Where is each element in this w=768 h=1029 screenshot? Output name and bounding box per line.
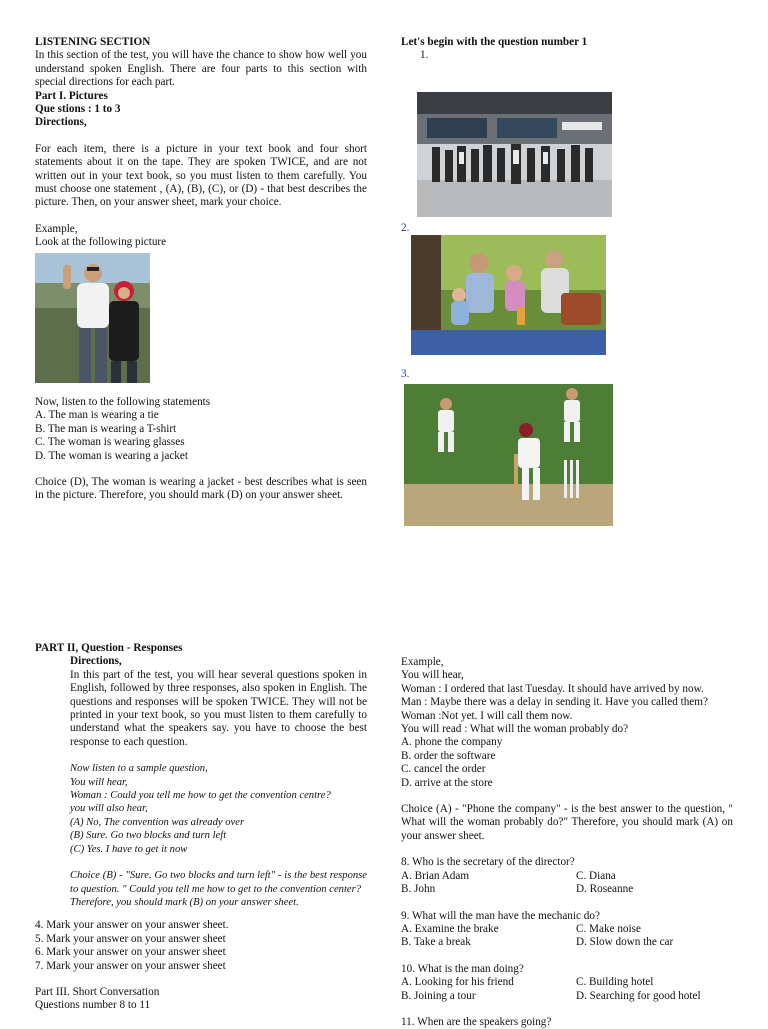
question-9 <box>401 910 733 950</box>
intro-paragraph: In this section of the test, you will have the chance to show how well you understand spoken English. There are four parts to this section with special directions for each part. <box>35 49 367 89</box>
mark-answer-4: 4. Mark your answer on your answer sheet. <box>35 919 229 932</box>
option-b: B. Joining a tour <box>401 989 476 1002</box>
part2-therefore: Therefore, you should mark (B) on your answer sheet. <box>70 896 299 908</box>
example-line: You will read : What will the woman probably do? <box>401 723 629 736</box>
question-8 <box>401 856 733 896</box>
example-line: A. phone the company <box>401 736 503 749</box>
example-line: You will hear, <box>401 669 464 682</box>
statements-block <box>35 396 367 503</box>
part2-title: PART II, Question - Responses <box>35 642 183 654</box>
sample-line: (C) Yes. I have to get it now <box>70 843 188 855</box>
sample-question-block <box>70 762 367 909</box>
part1-body: For each item, there is a picture in your text book and four short statements about it on the tape. They are spoken TWICE, and are not written out in your text book, so you must listen to them carefully. You must choose one statement , (A), (B), (C), or (D) - that best describes the picture. Then, on your answer sheet, mark your choice. <box>35 142 367 209</box>
question-11: 11. When are the speakers going? <box>401 1015 552 1028</box>
listening-intro <box>35 36 367 250</box>
question-10 <box>401 963 733 1003</box>
part2-directions: Directions, <box>70 655 122 668</box>
part3-title: Part III. Short Conversation <box>35 985 160 998</box>
option-b: B. Take a break <box>401 936 471 949</box>
option-c: C. Make noise <box>576 922 641 935</box>
statement-d: D. The woman is wearing a jacket <box>35 449 188 462</box>
part1-questions: Que stions : 1 to 3 <box>35 103 121 116</box>
option-d: D. Roseanne <box>576 883 634 896</box>
question-text: 9. What will the man have the mechanic do? <box>401 909 600 922</box>
example-line: Example, <box>401 656 444 668</box>
part2-body: In this part of the test, you will hear several questions spoken in English, followed by three responses, also spoken in English. The questions and responses will be spoken TWICE. They will not be printed in your text book, so you must listen to them carefully to understand what the speakers say. you have to choose the best response to each question. <box>70 668 367 748</box>
right-header <box>401 36 733 63</box>
question-1-number: 1. <box>420 49 429 62</box>
part2-right-choice: Choice (A) - "Phone the company" - is the best answer to the question, " What will the woman probably do?" Therefore, you should mark (A) on your answer sheet. <box>401 803 733 842</box>
part1-directions: Directions, <box>35 116 87 129</box>
statements-intro: Now, listen to the following statements <box>35 396 211 408</box>
option-c: C. Diana <box>576 869 616 882</box>
sample-line: You will hear, <box>70 776 128 788</box>
example-label: Example, <box>35 222 78 235</box>
question-text: 10. What is the man doing? <box>401 962 524 975</box>
mark-answer-5: 5. Mark your answer on your answer sheet <box>35 932 226 945</box>
option-a: A. Examine the brake <box>401 922 499 935</box>
question-text: 8. Who is the secretary of the director? <box>401 856 575 869</box>
section-heading: LISTENING SECTION <box>35 36 151 48</box>
sample-line: Woman : Could you tell me how to get the convention centre? <box>70 790 331 802</box>
choice-explanation: Choice (D), The woman is wearing a jacket - best describes what is seen in the picture. Therefore, you should mark (D) on your answer sheet. <box>35 476 367 502</box>
begin-label: Let's begin with the question number 1 <box>401 36 588 48</box>
option-a: A. Brian Adam <box>401 869 470 882</box>
option-a: A. Looking for his friend <box>401 976 514 989</box>
part1-title: Part I. Pictures <box>35 89 108 102</box>
example-line: Woman : I ordered that last Tuesday. It should have arrived by now. <box>401 682 704 695</box>
example-line: B. order the software <box>401 749 496 762</box>
mark-answer-6: 6. Mark your answer on your answer sheet <box>35 946 226 959</box>
part2-left <box>35 642 367 1013</box>
example-line: Man : Maybe there was a delay in sending it. Have you called them? <box>401 696 708 709</box>
mark-answer-7: 7. Mark your answer on your answer sheet <box>35 959 226 972</box>
sample-line: (A) No, The convention was already over <box>70 816 245 828</box>
sample-line: you will also hear, <box>70 803 148 815</box>
train-station-crowd-photo <box>417 92 612 217</box>
option-b: B. John <box>401 883 436 896</box>
sample-line: Now listen to a sample question, <box>70 763 208 775</box>
option-d: D. Slow down the car <box>576 936 674 949</box>
question-3-number: 3. <box>401 368 410 380</box>
question-2-number: 2. <box>401 222 410 234</box>
part2-choice-text: Choice (B) - "Sure. Go two blocks and turn left" - is the best response to question. " Could you tell me how to get to the convention center? <box>70 870 367 895</box>
example-line: D. arrive at the store <box>401 776 493 789</box>
sample-line: (B) Sure. Go two blocks and turn left <box>70 830 227 842</box>
option-c: C. Building hotel <box>576 976 654 989</box>
example-line: Woman :Not yet. I will call them now. <box>401 709 573 722</box>
example-look: Look at the following picture <box>35 236 167 249</box>
option-d: D. Searching for good hotel <box>576 989 701 1002</box>
statement-a: A. The man is wearing a tie <box>35 409 159 422</box>
cricket-match-photo <box>404 384 613 526</box>
example-line: C. cancel the order <box>401 763 486 776</box>
statement-b: B. The man is wearing a T-shirt <box>35 422 177 435</box>
part2-right <box>401 656 733 1029</box>
family-picnic-photo <box>411 235 606 355</box>
statement-c: C. The woman is wearing glasses <box>35 436 185 449</box>
example-photo-boy-and-girl <box>35 253 150 383</box>
part3-questions: Questions number 8 to 11 <box>35 999 151 1012</box>
